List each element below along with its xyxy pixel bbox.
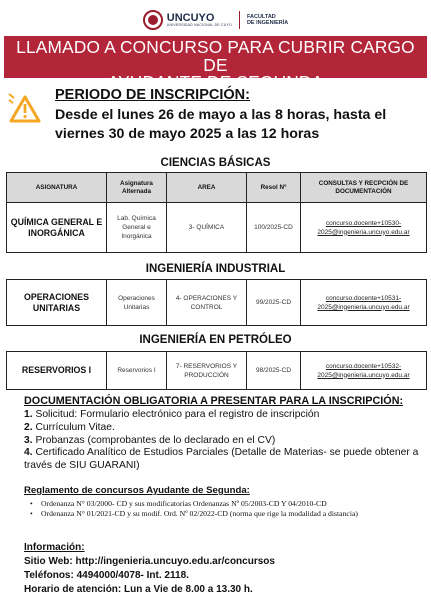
cell-asignatura: RESERVORIOS I [7, 352, 107, 390]
table-row [7, 352, 427, 390]
documentation-list [24, 409, 424, 473]
cell-consultas-email-link[interactable]: concurso.docente+10532-2025@ingenieria.uncuyo.edu.ar [301, 352, 427, 390]
table-header-row [7, 173, 427, 203]
university-subtitle: UNIVERSIDAD NACIONAL DE CUYO [166, 22, 232, 27]
cell-alternada: Lab. Química General e Inorgánica [107, 203, 167, 253]
table-row [7, 203, 427, 253]
cell-area: 3- QUÍMICA [167, 203, 247, 253]
section-title-ingenieria-petroleo: INGENIERÍA EN PETRÓLEO [139, 334, 292, 346]
cell-resol: 99/2025-CD [247, 280, 301, 326]
regulation-title: Reglamento de concursos Ayudante de Segunda: [24, 485, 250, 496]
regulation-list [28, 499, 424, 519]
cell-resol: 100/2025-CD [247, 203, 301, 253]
section-title-ciencias-basicas: CIENCIAS BÁSICAS [160, 157, 271, 169]
cell-consultas-email-link[interactable]: concurso.docente+10531-2025@ingenieria.uncuyo.edu.ar [301, 280, 427, 326]
header-consultas: CONSULTAS Y RECPCIÓN DE DOCUMENTACIÓN [301, 173, 427, 203]
header-resol: Resol Nº [247, 173, 301, 203]
table-ciencias-basicas [6, 172, 427, 253]
info-title: Información: [24, 542, 85, 553]
faculty-name: FACULTAD DE INGENIERÍA [246, 13, 289, 26]
cell-area: 7- RESERVORIOS Y PRODUCCIÓN [167, 352, 247, 390]
list-item: 3. Probanzas (comprobantes de lo declarado en el CV) [24, 434, 276, 446]
university-seal-icon [143, 10, 163, 30]
cell-alternada: Reservorios I [107, 352, 167, 390]
table-ingenieria-industrial [6, 279, 427, 326]
list-item: • Ordenanza N° 01/2021-CD y su modif. Ord. Nº 02/2022-CD (norma que rige la modalidad a distancia) [28, 509, 424, 519]
cell-area: 4- OPERACIONES Y CONTROL [167, 280, 247, 326]
logo-header [0, 9, 431, 31]
logo-divider [239, 11, 240, 29]
cell-asignatura: OPERACIONES UNITARIAS [7, 280, 107, 326]
list-item: • Ordenanza N° 03/2000- CD y sus modificatorias Ordenanzas Nº 05/2003-CD Y 04/2010-CD [28, 499, 424, 509]
info-phones: Teléfonos: 4494000/4078- Int. 2118. [24, 570, 189, 581]
info-hours: Horario de atención: Lun a Vie de 8.00 a 13.30 h. [24, 584, 253, 595]
title-banner [4, 36, 427, 92]
section-title-ingenieria-industrial: INGENIERÍA INDUSTRIAL [145, 263, 286, 275]
banner-line-2: AYUDANTE DE SEGUNDA [107, 72, 324, 92]
cell-resol: 98/2025-CD [247, 352, 301, 390]
period-title: PERIODO DE INSCRIPCIÓN: [55, 87, 250, 103]
list-item: 1. Solicitud: Formulario electrónico para el registro de inscripción [24, 409, 320, 420]
list-item: 4. Certificado Analítico de Estudios Parciales (Detalle de Materias- se puede obtener a través de SIU GUARANI) [24, 447, 419, 472]
banner-line-1: LLAMADO A CONCURSO PARA CUBRIR CARGO DE [16, 37, 415, 75]
period-text: Desde el lunes 26 de mayo a las 8 horas, hasta el viernes 30 de mayo 2025 a las 12 horas [55, 107, 387, 142]
header-alternada: Asignatura Alternada [107, 173, 167, 203]
header-area: AREA [167, 173, 247, 203]
cell-alternada: Operaciones Unitarias [107, 280, 167, 326]
header-asignatura: ASIGNATURA [7, 173, 107, 203]
list-item: 2. Currículum Vitae. [24, 421, 115, 433]
documentation-title: DOCUMENTACIÓN OBLIGATORIA A PRESENTAR PARA LA INSCRIPCIÓN: [24, 395, 404, 407]
table-row [7, 280, 427, 326]
warning-icon [8, 92, 42, 124]
cell-asignatura: QUÍMICA GENERAL E INORGÁNICA [7, 203, 107, 253]
cell-consultas-email-link[interactable]: concurso.docente+10530-2025@ingenieria.uncuyo.edu.ar [301, 203, 427, 253]
university-name: UNCUYO [166, 11, 215, 24]
info-website[interactable]: Sitio Web: http://ingenieria.uncuyo.edu.ar/concursos [24, 556, 275, 567]
table-ingenieria-petroleo [6, 351, 427, 390]
